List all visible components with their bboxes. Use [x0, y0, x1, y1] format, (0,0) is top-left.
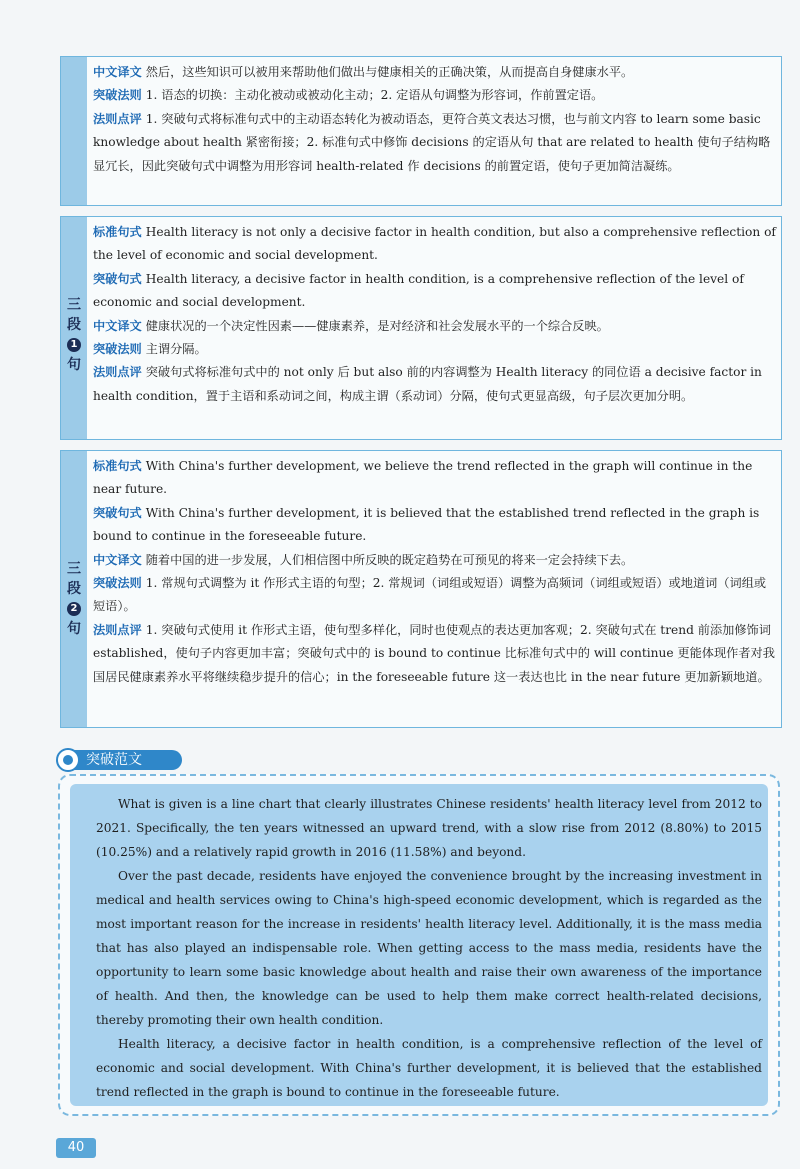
item-rule: [93, 572, 777, 619]
item-standard: [93, 455, 777, 502]
item-label: 突破法则: [93, 88, 142, 103]
item-text: 随着中国的进一步发展，人们相信图中所反映的既定趋势在可预见的将来一定会持续下去。: [145, 552, 634, 567]
analysis-block-1: [60, 56, 782, 206]
item-text: 1. 突破句式将标准句式中的主动语态转化为被动语态，更符合英文表达习惯，也与前文内容 to learn some basic knowledge about health 紧密衔接；2. 标准句式中修饰 decisions 的定语从句 that are related to health 使句子结构略显冗长，因此突破句式中调整为用形容词 health-related 作 decisions 的前置定语，使句子更加简洁凝练。: [93, 111, 771, 173]
side-char: 句: [67, 357, 81, 373]
side-char: 三: [67, 297, 81, 313]
item-standard: [93, 221, 777, 268]
item-breakthrough: [93, 268, 777, 315]
block-side-bar: [61, 57, 87, 205]
item-label: 法则点评: [93, 622, 142, 637]
item-text: 1. 突破句式使用 it 作形式主语，使句型多样化，同时也使观点的表达更加客观；2. 突破句式在 trend 前添加修饰词 established，使句子内容更加丰富；突破句式中的 is bound to continue 比标准句式中的 will continue 更能体现作者对我国居民健康素养水平将继续稳步提升的信心；in the foreseeable future 这一表达也比 in the near future 更加新颖地道。: [93, 622, 775, 684]
item-rule: [93, 84, 777, 107]
block-side-label: [61, 559, 87, 639]
item-label: 标准句式: [93, 225, 142, 239]
search-circle-icon: [56, 748, 80, 772]
block-content: [93, 61, 777, 178]
item-text: Health literacy, a decisive factor in health condition, is a comprehensive reflection of the level of economic and social development.: [93, 271, 744, 310]
item-text: 1. 常规句式调整为 it 作形式主语的句型；2. 常规词（词组或短语）调整为高频词（词组或短语）或地道词（词组或短语）。: [93, 576, 767, 614]
item-text: 1. 语态的切换：主动化被动或被动化主动；2. 定语从句调整为形容词，作前置定语。: [145, 88, 604, 103]
side-number-badge: 1: [67, 338, 81, 352]
item-translation: [93, 61, 777, 84]
side-char: 段: [67, 581, 81, 597]
item-label: 标准句式: [93, 459, 142, 473]
section-title-model-essay: [56, 748, 184, 772]
item-label: 中文译文: [93, 65, 142, 79]
item-text: 然后，这些知识可以被用来帮助他们做出与健康相关的正确决策，从而提高自身健康水平。: [145, 65, 634, 79]
side-char: 句: [67, 621, 81, 637]
page-number: 40: [56, 1138, 96, 1158]
item-breakthrough: [93, 502, 777, 549]
analysis-block-2: [60, 216, 782, 440]
item-translation: [93, 549, 777, 572]
model-essay-box: [58, 774, 780, 1116]
essay-paragraph: What is given is a line chart that clearly illustrates Chinese residents' health literacy level from 2012 to 2021. Specifically, the ten years witnessed an upward trend, with a slow rise from 2012 (8.80%) to 2015 (10.25%) and a relatively rapid growth in 2016 (11.58%) and beyond.: [96, 797, 762, 859]
item-comment: [93, 619, 777, 689]
item-label: 突破句式: [93, 505, 142, 520]
item-label: 法则点评: [93, 365, 142, 380]
block-side-label: [61, 295, 87, 375]
analysis-block-3: [60, 450, 782, 728]
essay-paragraph: Health literacy, a decisive factor in health condition, is a comprehensive reflection of the level of economic and social development. With China's further development, it is believed that the established trend reflected in the graph is bound to continue in the foreseeable future.: [96, 1037, 762, 1099]
item-label: 法则点评: [93, 111, 142, 126]
block-content: [93, 455, 777, 689]
item-text: 主谓分隔。: [145, 342, 207, 357]
block-content: [93, 221, 777, 408]
item-comment: [93, 108, 777, 178]
item-text: Health literacy is not only a decisive factor in health condition, but also a comprehensive reflection of the level of economic and social development.: [93, 225, 776, 263]
item-text: With China's further development, it is believed that the established trend reflected in the graph is bound to continue in the foreseeable future.: [93, 505, 760, 544]
item-comment: [93, 361, 777, 408]
essay-text: [96, 792, 762, 1104]
item-rule: [93, 338, 777, 361]
side-number-badge: 2: [67, 602, 81, 616]
item-text: 健康状况的一个决定性因素——健康素养，是对经济和社会发展水平的一个综合反映。: [145, 318, 609, 333]
item-label: 突破句式: [93, 271, 142, 286]
side-char: 段: [67, 317, 81, 333]
essay-paragraph: Over the past decade, residents have enjoyed the convenience brought by the increasing investment in medical and health services owing to China's high-speed economic development, which is regarded as the most important reason for the increase in residents' health literacy level. Additionally, it is the mass media that has also played an indispensable role. When getting access to the mass media, residents have the opportunity to learn some basic knowledge about health and raise their own awareness of the importance of health. And then, the knowledge can be used to help them make correct health-related decisions, thereby promoting their own health condition.: [96, 869, 762, 1027]
item-label: 突破法则: [93, 576, 142, 591]
item-text: With China's further development, we believe the trend reflected in the graph will continue in the near future.: [93, 459, 753, 497]
item-text: 突破句式将标准句式中的 not only 后 but also 前的内容调整为 Health literacy 的同位语 a decisive factor in health condition，置于主语和系动词之间，构成主谓（系动词）分隔，使句式更显高级，句子层次更加分明。: [93, 365, 762, 403]
section-title-label: 突破范文: [66, 750, 182, 770]
item-translation: [93, 315, 777, 338]
item-label: 中文译文: [93, 552, 142, 567]
item-label: 突破法则: [93, 342, 142, 357]
side-char: 三: [67, 561, 81, 577]
item-label: 中文译文: [93, 318, 142, 333]
